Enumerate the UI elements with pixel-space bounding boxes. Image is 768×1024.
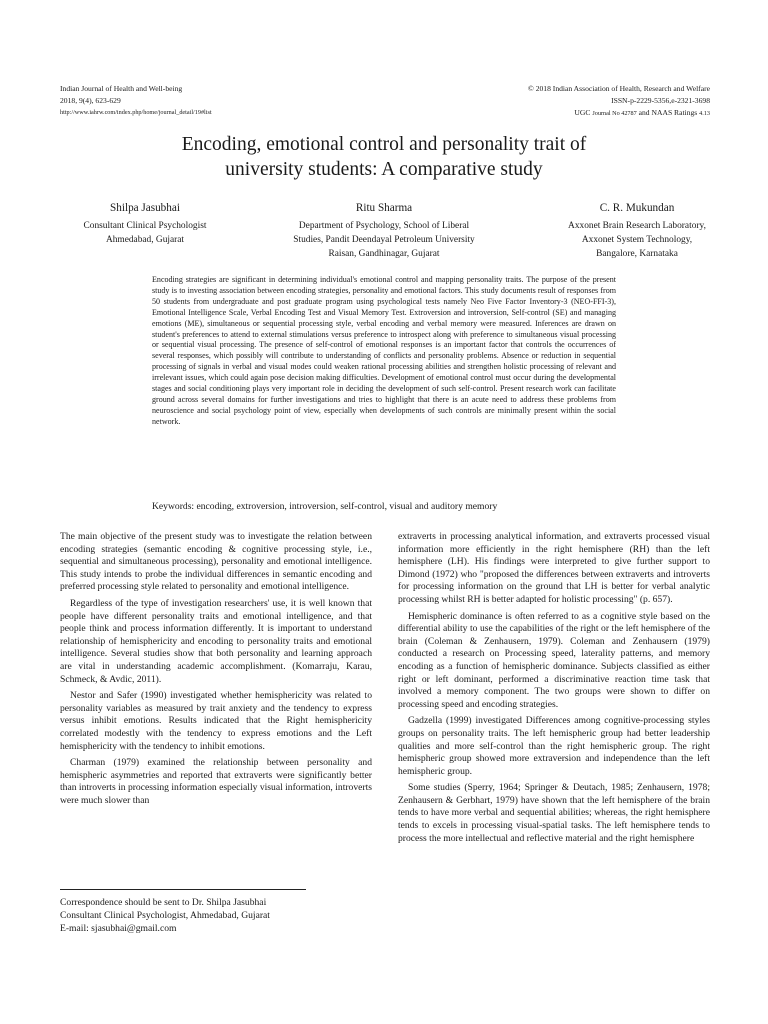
abstract: Encoding strategies are significant in determining individual's emotional control and mapping personality traits. The purpose of the present study is to investing association between encoding strategies, personality and emotional factors. This study documents result of responses from 50 students from undergraduate and post graduate program using psychological tests namely Neo Five Factor Inventory-3 (NEO-FFI-3), Emotional Intelligence Scale, Verbal Encoding Test and Visual Memory Test. Extroversion and introversion, Self-control (SE) and managing emotions (ME), simultaneous or sequential processing style, verbal encoding and verbal memory were measured. Inferences are drawn on student's preferences to attend to external stimulations versus preference to introspect along with preference to simultaneous visual processing or sequential visual processing. The presence of self-control of emotional responses is an important factor that controls the occurrences of several responses, which possibly will contribute to understanding of conflicts and personality problems. Absence or reduction in sequential processing of signals in verbal and visual modes could weaken rational processing abilities and strengthen holistic processing of relevant and irrelevant issues, which could again pose decision making difficulties. Development of emotional control must occur during the developmental stages and social conditioning plays very important role in deciding the development of such self-control. Present research work can facilitate ground across several domains for further investigations and tries to highlight that there is an acute need to address these problems from neuroscience and social psychology point of view, especially when developments of such controls are minimally present within the social network.: [152, 275, 616, 426]
footnote-line: Correspondence should be sent to Dr. Shilpa Jasubhai: [60, 897, 267, 908]
body-paragraph: Hemispheric dominance is often referred to as a cognitive style based on the differential ability to use the capabilities of the right or the left hemisphere of the brain (Coleman & Zenhausern, 1979). Coleman and Zenhausern (1979) conducted a research on Processing speed, laterality patterns, and memory encoding as a function of hemispheric dominance. Subjects classified as either right or left dominant, performed a discriminative reaction time task that involved a memory component. The two groups were shown to differ on processing speed and encoding strategies.: [398, 610, 710, 710]
body-paragraph: Charman (1979) examined the relationship between personality and hemispheric asymmetries and reported that extraverts were significantly better than introverts in processing information especially visual information, introverts were much slower than: [60, 757, 372, 806]
author-affiliation: Department of Psychology, School of Liberal: [298, 221, 470, 231]
author-name: Shilpa Jasubhai: [110, 202, 180, 214]
footnote-email[interactable]: E-mail: sjasubhai@gmail.com: [60, 923, 177, 934]
ugc-line: [350, 107, 710, 120]
author-affiliation: Consultant Clinical Psychologist: [83, 221, 207, 231]
author-name: C. R. Mukundan: [599, 202, 675, 214]
body-paragraph: Nestor and Safer (1990) investigated whether hemisphericity was related to personality variables as measured by trait anxiety and the tendency to express versus inhibit emotions. Results indicated that the Right hemisphericity correlated modestly with the tendency to express emotions and the Left hemisphericity with the tendency to inhibit emotions.: [60, 690, 372, 752]
body-paragraph: Regardless of the type of investigation researchers' use, it is well known that people have different personality traits and emotional intelligence, and that people think and process information differently. It is important to understand relationship of hemisphericity and encoding to personality traits and emotional intelligence. Several studies show that both personality and learning approach are vital in understanding academic accomplishment. (Komarraju, Karau, Schmeck, & Avdic, 2011).: [60, 597, 372, 685]
author-affiliation: Ahmedabad, Gujarat: [105, 235, 185, 245]
body-paragraph: The main objective of the present study was to investigate the relation between encoding strategies (semantic encoding & cognitive processing style, i.e., sequential and simultaneous processing), personality and emotional intelligence. This study intends to probe the individual differences in semantic encoding and preferred processing style related to personality and emotional intelligence.: [60, 531, 372, 593]
journal-header-right: [350, 83, 710, 120]
author-affiliation: Axxonet System Technology,: [581, 235, 693, 245]
issn: ISSN-p-2229-5356,e-2321-3698: [611, 96, 710, 105]
volume-info: 2018, 9(4), 623-629: [60, 96, 121, 105]
journal-header-left: [60, 83, 360, 119]
author-block: [40, 200, 250, 247]
footnote-line: Consultant Clinical Psychologist, Ahmedabad, Gujarat: [60, 910, 270, 921]
copyright: © 2018 Indian Association of Health, Research and Welfare: [528, 84, 710, 93]
body-column-left: [60, 531, 372, 811]
author-block: [270, 200, 498, 261]
title-line-1: Encoding, emotional control and personality trait of: [181, 134, 587, 155]
journal-name: Indian Journal of Health and Well-being: [60, 84, 183, 93]
correspondence-footnote: [60, 896, 360, 935]
ugc-naas-text: and NAAS Ratings: [638, 108, 698, 117]
author-affiliation: Raisan, Gandhinagar, Gujarat: [328, 249, 440, 259]
footnote-divider: [60, 889, 306, 890]
article-title: [60, 132, 708, 182]
title-line-2: university students: A comparative study: [225, 159, 543, 180]
author-name: Ritu Sharma: [355, 202, 413, 214]
ugc-prefix: UGC: [574, 108, 591, 117]
author-affiliation: Axxonet Brain Research Laboratory,: [568, 221, 706, 231]
body-paragraph: extraverts in processing analytical information, and extraverts processed visual information more efficiently in the right hemisphere (RH) than the left hemisphere (LH). His findings were interpreted to give further support to Dimond (1972) who "proposed the differences between extraverts and introverts for processing information on the ground that LH is better for verbal analytic processing whilst RH is better adapted for holistic processing" (p. 657).: [398, 531, 710, 605]
author-block: [522, 200, 752, 261]
naas-rating: 4.13: [699, 110, 710, 117]
body-column-right: [398, 531, 710, 849]
author-affiliation: Studies, Pandit Deendayal Petroleum University: [293, 235, 475, 245]
keywords: Keywords: encoding, extroversion, introversion, self-control, visual and auditory memory: [152, 501, 498, 512]
author-affiliation: Bangalore, Karnataka: [596, 249, 678, 259]
body-paragraph: Some studies (Sperry, 1964; Springer & Deutach, 1985; Zenhausern, 1978; Zenhausern & Gerbhart, 1979) have shown that the left hemisphere of the brain tends to have more verbal and sequential abilities; whereas, the right hemisphere tends to excels in processing visual-spatial tasks. The left hemisphere tends to process the more intellectual and reflective material and the right hemisphere: [398, 782, 710, 844]
body-paragraph: Gadzella (1999) investigated Differences among cognitive-processing styles groups on personality traits. The left hemispheric group had better leadership qualities and more self-control than the right hemispheric group. The right hemispheric group showed more extraversion and independence than the left hemispheric group.: [398, 715, 710, 777]
journal-url[interactable]: http://www.iahrw.com/index.php/home/journal_detail/19#list: [60, 109, 212, 116]
ugc-journal-no: Journal No 42787: [592, 110, 637, 117]
